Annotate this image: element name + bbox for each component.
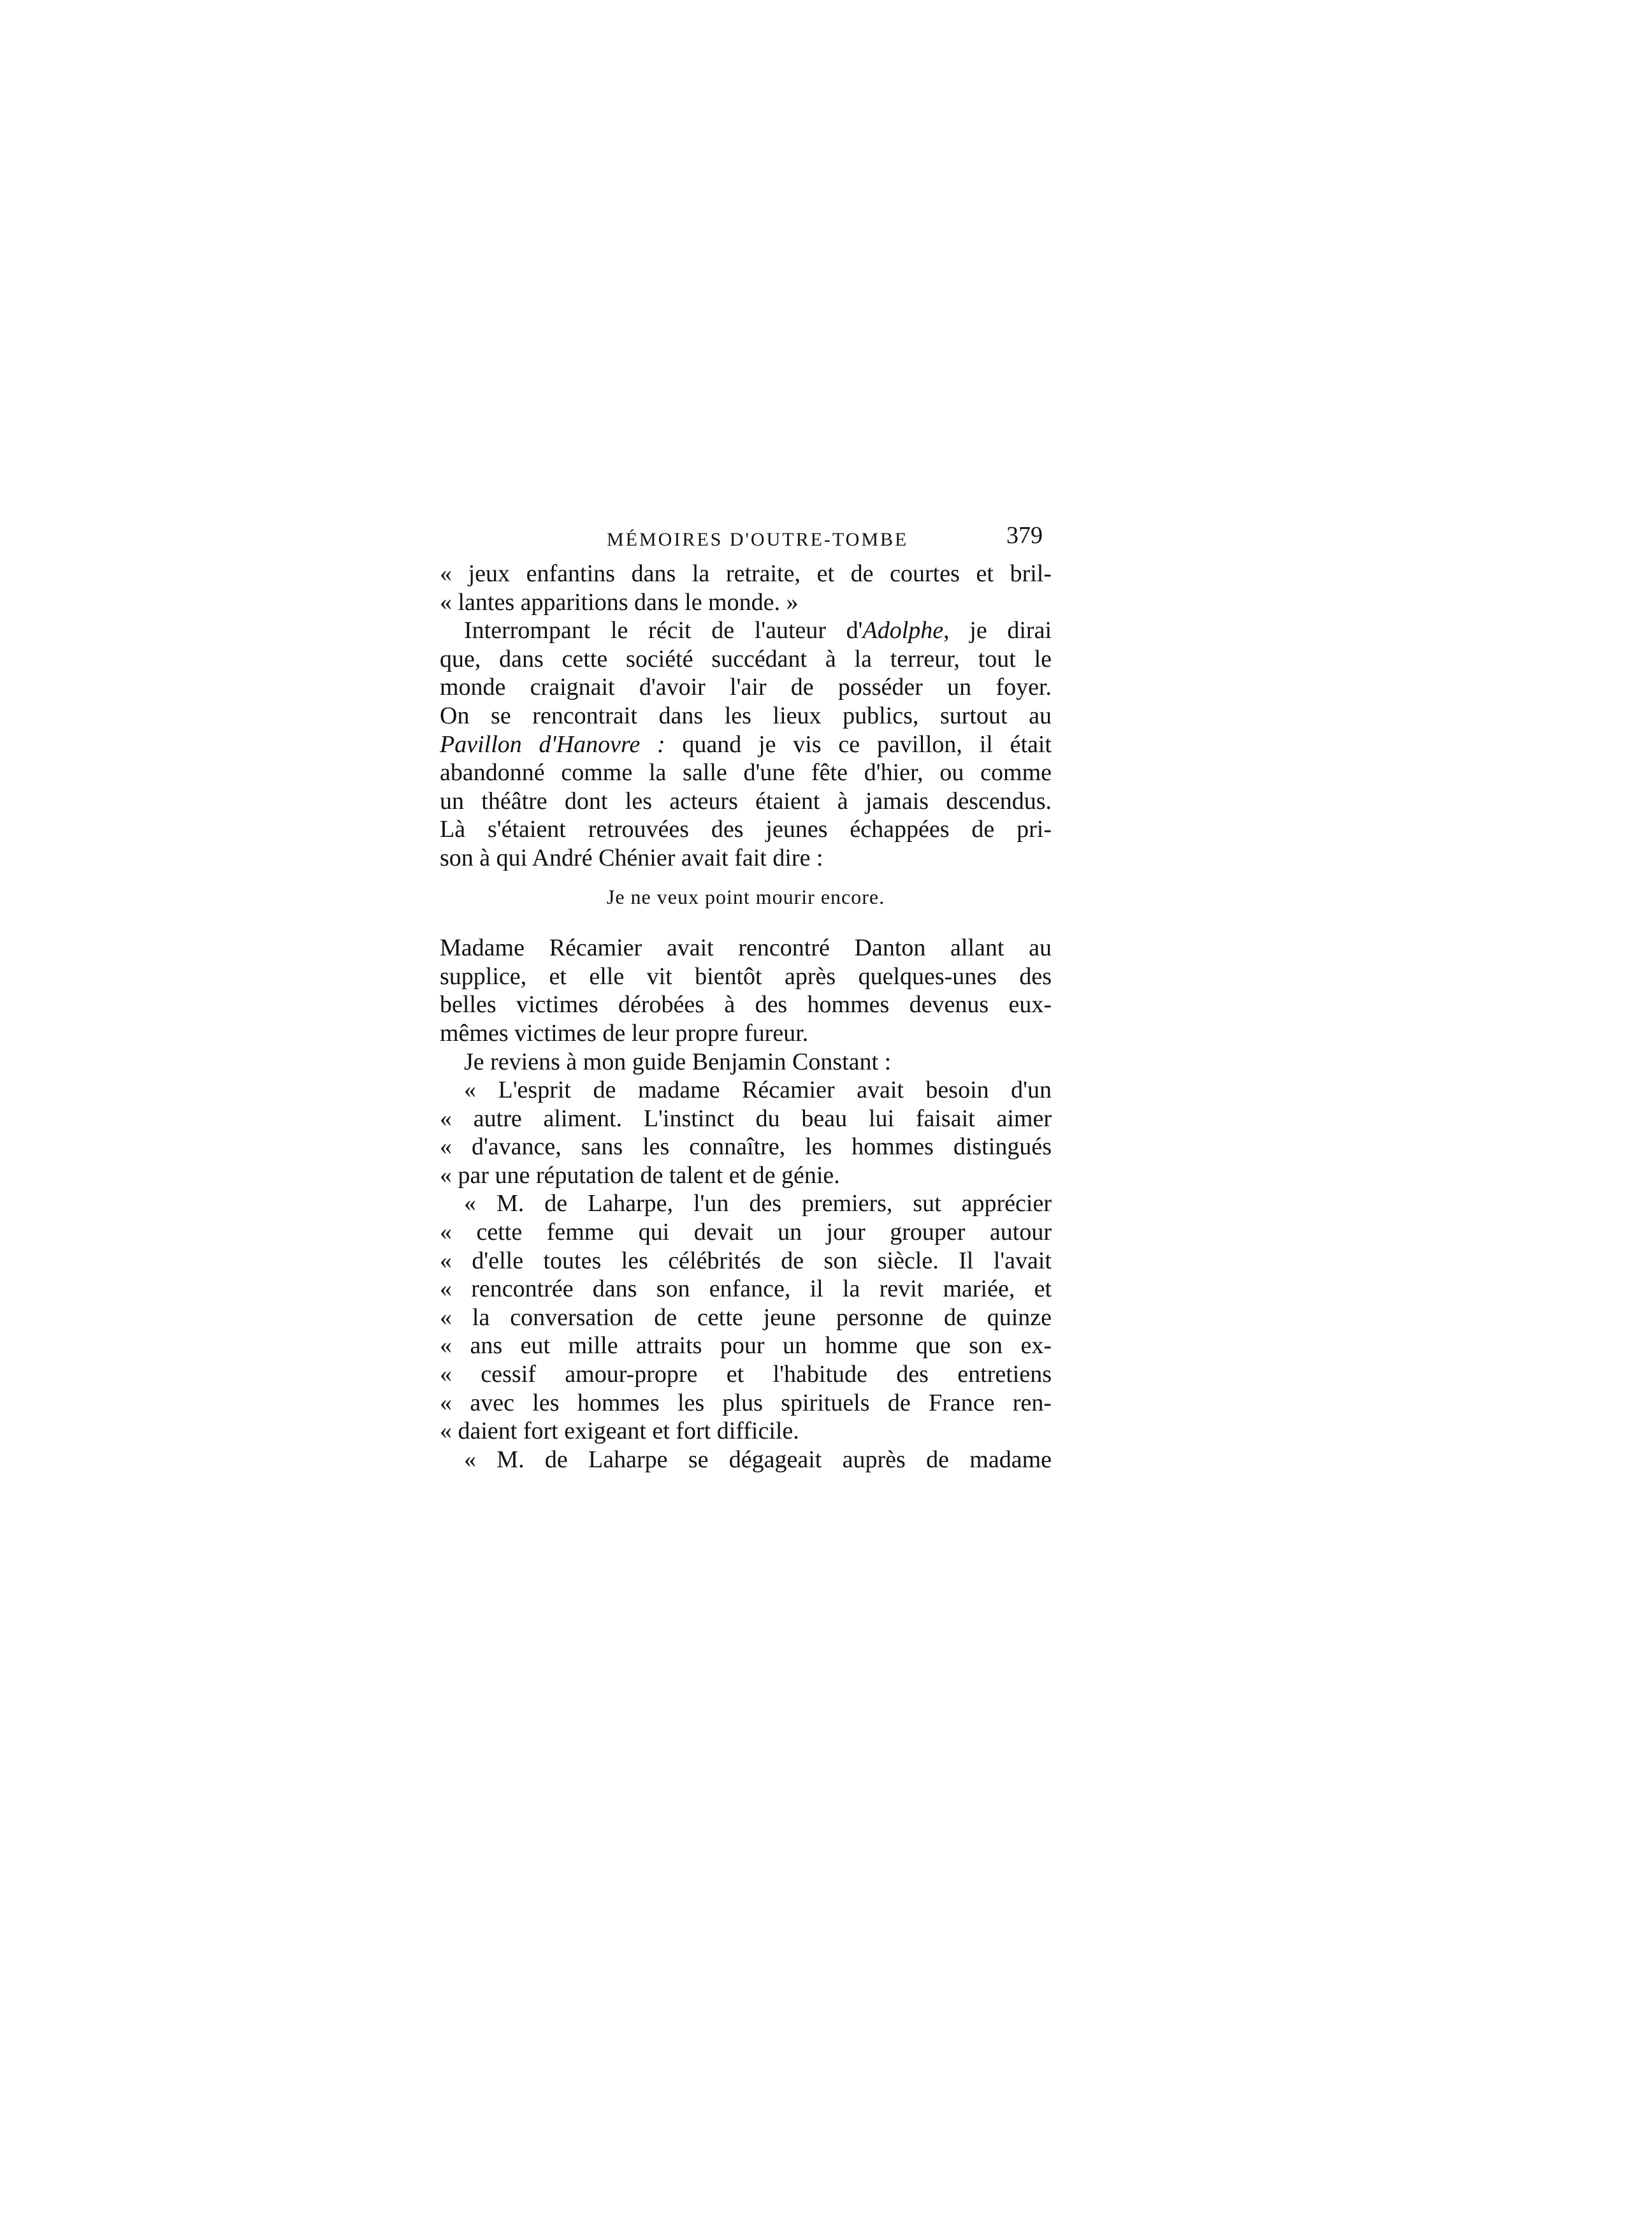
text-line: un théâtre dont les acteurs étaient à jamais descendus. [440,787,1052,815]
body-text [440,560,1052,1474]
text-line: « ans eut mille attraits pour un homme que son ex- [440,1332,1052,1360]
text-line: « autre aliment. L'instinct du beau lui faisait aimer [440,1105,1052,1132]
text-line: Là s'étaient retrouvées des jeunes échappées de pri- [440,816,1052,843]
text-line: abandonné comme la salle d'une fête d'hier, ou comme [440,759,1052,787]
text-line: Interrompant le récit de l'auteur d'Adolphe, je dirai [464,617,1052,644]
running-title: MÉMOIRES D'OUTRE-TOMBE [607,529,909,550]
text-line: « daient fort exigeant et fort difficile. [440,1418,799,1445]
text-line: « rencontrée dans son enfance, il la revit mariée, et [440,1275,1052,1303]
text-line: « M. de Laharpe se dégageait auprès de madame [464,1446,1052,1473]
book-page [440,521,1052,1474]
text-line: « jeux enfantins dans la retraite, et de courtes et bril- [440,560,1052,587]
title-italic: Adolphe [862,617,944,644]
running-head [440,521,1052,560]
text-line: « cessif amour-propre et l'habitude des entretiens [440,1361,1052,1388]
text-line: Pavillon d'Hanovre : quand je vis ce pavillon, il était [440,730,1052,758]
text-line: son à qui André Chénier avait fait dire : [440,844,823,871]
text-line: « d'avance, sans les connaître, les hommes distingués [440,1133,1052,1161]
text-line: monde craignait d'avoir l'air de posséder un foyer. [440,674,1052,701]
verse-quote: Je ne veux point mourir encore. [606,885,885,908]
text-line: supplice, et elle vit bientôt après quelques-unes des [440,962,1052,990]
text-line: « cette femme qui devait un jour grouper autour [440,1219,1052,1246]
page-number: 379 [1006,522,1043,549]
text-line: « M. de Laharpe, l'un des premiers, sut apprécier [464,1190,1052,1217]
place-italic: Pavillon d'Hanovre : [440,730,665,758]
text-line: « lantes apparitions dans le monde. » [440,588,799,616]
text-line: Je reviens à mon guide Benjamin Constant : [464,1048,892,1075]
text-line: On se rencontrait dans les lieux publics, surtout au [440,702,1052,729]
text-line: « L'esprit de madame Récamier avait besoin d'un [464,1077,1052,1104]
text-line: que, dans cette société succédant à la terreur, tout le [440,645,1052,672]
text-line: « la conversation de cette jeune personne de quinze [440,1303,1052,1331]
text-line: belles victimes dérobées à des hommes devenus eux- [440,991,1052,1019]
text-line: « avec les hommes les plus spirituels de France ren- [440,1389,1052,1416]
text-line: « d'elle toutes les célébrités de son siècle. Il l'avait [440,1247,1052,1274]
text-line: Madame Récamier avait rencontré Danton allant au [440,934,1052,962]
text-line: mêmes victimes de leur propre fureur. [440,1019,809,1047]
text-line: « par une réputation de talent et de génie. [440,1161,840,1189]
